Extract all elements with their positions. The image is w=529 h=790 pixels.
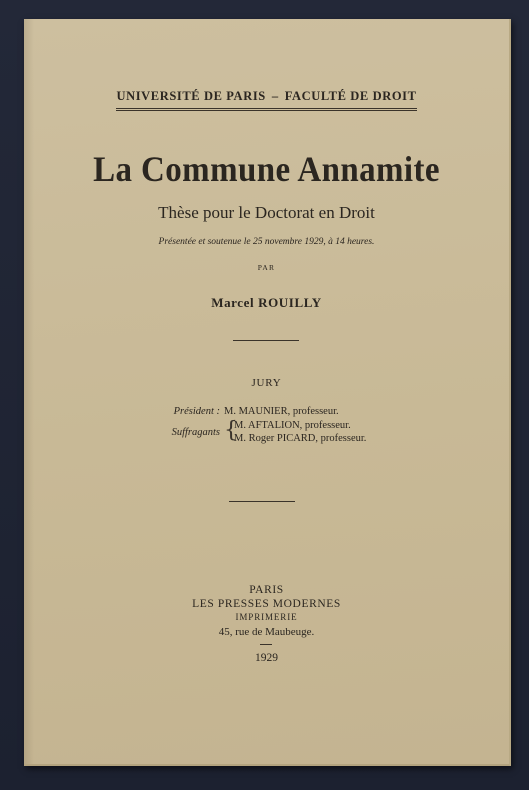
president-member: M. MAUNIER, professeur. xyxy=(224,406,339,417)
assessors-role: Suffragants xyxy=(171,426,220,438)
publisher-city: PARIS xyxy=(249,584,284,596)
divider-rule-top xyxy=(233,340,299,341)
jury-assessors-row xyxy=(152,419,366,446)
assessors-list xyxy=(234,419,366,446)
publisher-dash xyxy=(260,644,272,645)
publisher-name: LES PRESSES MODERNES xyxy=(192,598,341,610)
brace-symbol: { xyxy=(224,417,238,443)
author-name: Marcel ROUILLY xyxy=(211,295,322,310)
jury-president-row xyxy=(152,405,366,419)
publisher-address: 45, rue de Maubeuge. xyxy=(218,626,315,638)
publication-year: 1929 xyxy=(255,652,278,664)
book-subtitle: Thèse pour le Doctorat en Droit xyxy=(158,203,375,222)
assessor-member: M. AFTALION, professeur. xyxy=(234,419,351,431)
institution-header xyxy=(24,89,509,111)
book-title: La Commune Annamite xyxy=(93,150,440,190)
by-label: PAR xyxy=(257,263,276,272)
book-cover xyxy=(24,19,511,766)
divider-rule-bottom xyxy=(229,501,295,502)
university-name: UNIVERSITÉ DE PARIS xyxy=(116,89,266,103)
institution-header-underlined xyxy=(116,89,416,111)
faculty-name: FACULTÉ DE DROIT xyxy=(284,89,417,103)
defense-date-line: Présentée et soutenue le 25 novembre 1929, à 14 heures. xyxy=(158,237,375,247)
president-role: Président : xyxy=(173,406,220,417)
assessor-member: M. Roger PICARD, professeur. xyxy=(234,433,367,444)
jury-heading: JURY xyxy=(251,377,282,389)
jury-block xyxy=(152,405,366,446)
publisher-imprint: IMPRIMERIE xyxy=(235,612,298,622)
header-separator: – xyxy=(271,89,279,103)
